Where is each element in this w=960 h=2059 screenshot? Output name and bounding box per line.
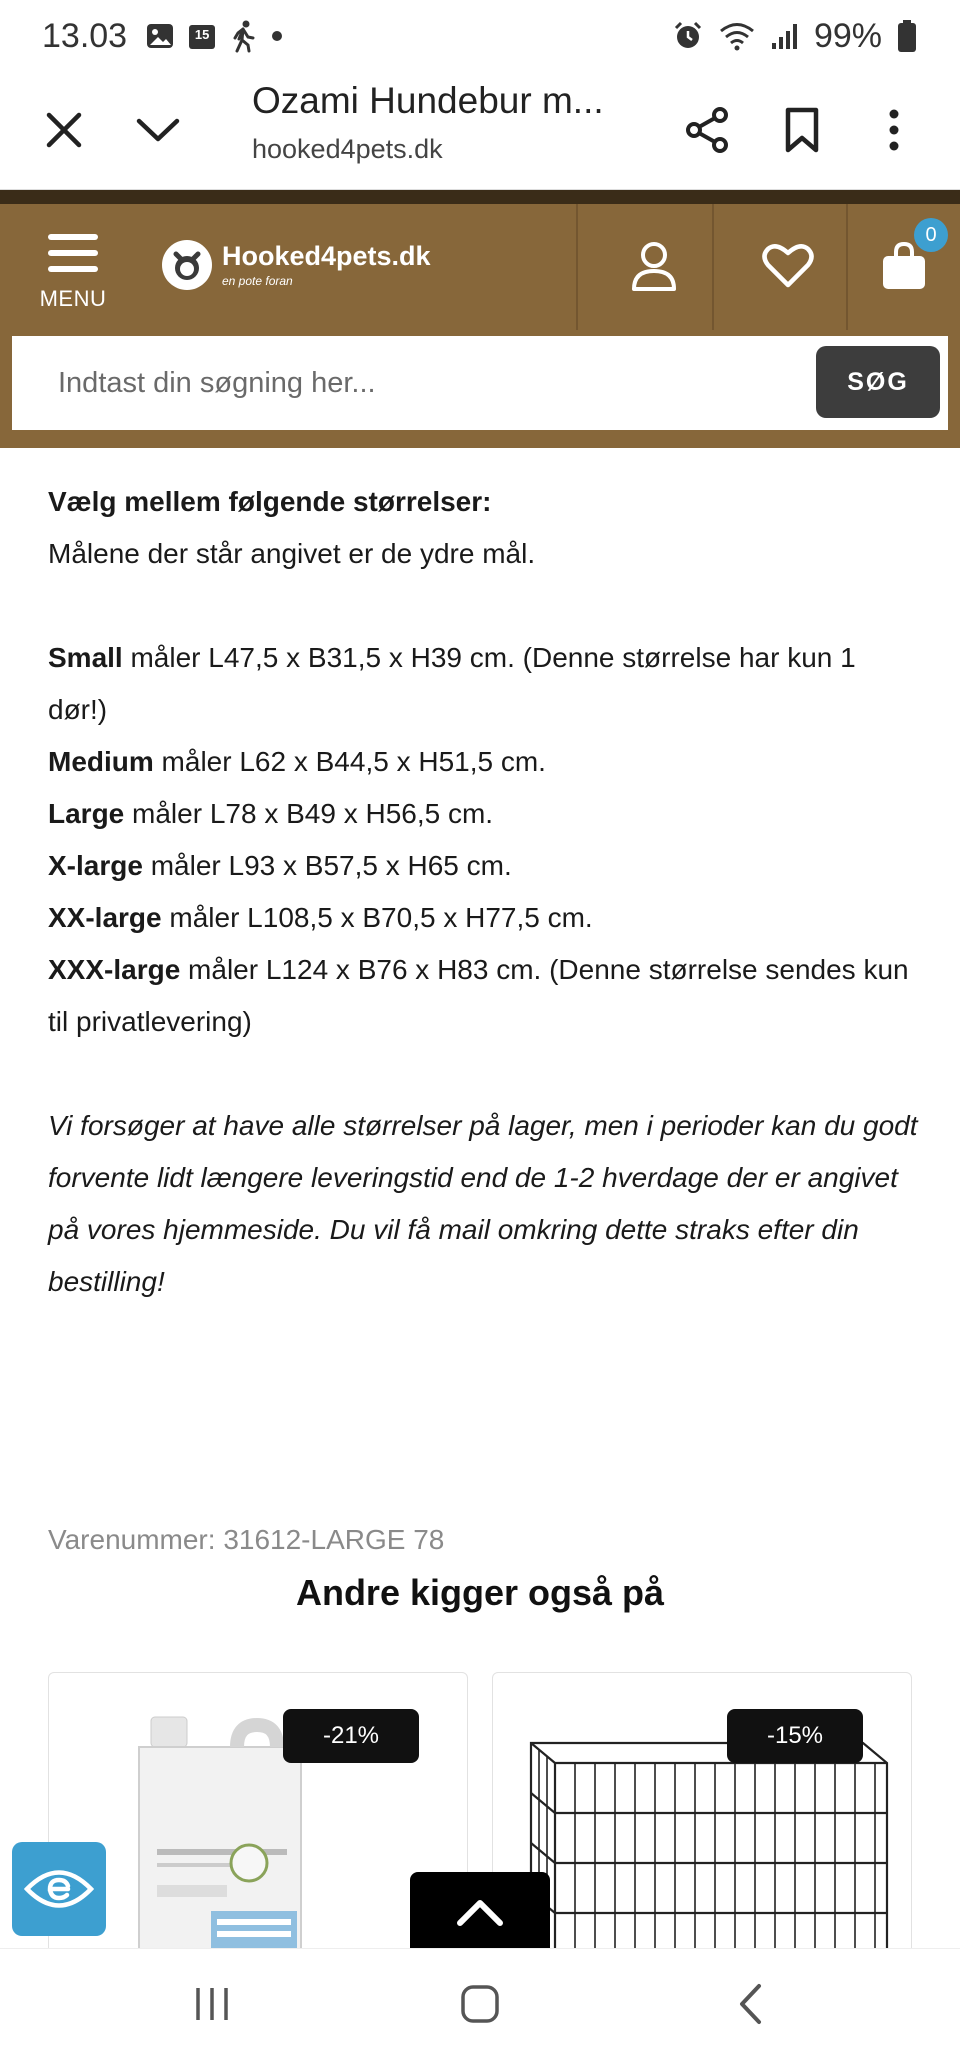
page-title: Ozami Hundebur m... bbox=[252, 80, 604, 121]
size-name: XXX-large bbox=[48, 954, 181, 985]
walk-icon bbox=[229, 19, 259, 53]
scroll-to-top-button[interactable] bbox=[410, 1872, 550, 1952]
size-text: måler L108,5 x B70,5 x H77,5 cm. bbox=[161, 902, 593, 933]
search-input[interactable] bbox=[12, 336, 812, 430]
size-text: måler L47,5 x B31,5 x H39 cm. (Denne størrelse har kun 1 dør!) bbox=[48, 642, 856, 725]
related-products-title: Andre kigger også på bbox=[295, 1572, 665, 1613]
wifi-icon bbox=[718, 21, 756, 51]
size-name: XX-large bbox=[48, 902, 162, 933]
size-text: måler L124 x B76 x H83 cm. (Denne størrelse sendes kun til privatlevering) bbox=[48, 954, 909, 1037]
recent-apps-icon[interactable] bbox=[182, 1979, 242, 2029]
size-line bbox=[48, 892, 918, 944]
logo-tagline: en pote foran bbox=[222, 273, 293, 288]
search-button[interactable]: SØG bbox=[816, 346, 940, 418]
share-icon[interactable] bbox=[678, 100, 738, 160]
cart-count-badge: 0 bbox=[914, 218, 948, 252]
wishlist-heart-icon[interactable] bbox=[756, 234, 820, 298]
menu-button[interactable] bbox=[30, 226, 116, 312]
accessibility-eye-button[interactable] bbox=[12, 1842, 106, 1936]
header-divider bbox=[576, 204, 578, 330]
alarm-icon bbox=[672, 20, 704, 52]
close-icon[interactable] bbox=[34, 100, 94, 160]
more-options-icon[interactable] bbox=[864, 100, 924, 160]
size-text: måler L62 x B44,5 x H51,5 cm. bbox=[153, 746, 546, 777]
bookmark-icon[interactable] bbox=[772, 100, 832, 160]
hamburger-icon bbox=[48, 234, 98, 272]
size-name: Large bbox=[48, 798, 125, 829]
menu-label: MENU bbox=[39, 286, 107, 311]
size-line bbox=[48, 788, 918, 840]
paw-logo-icon bbox=[162, 240, 212, 290]
calendar-day: 15 bbox=[194, 27, 210, 42]
size-name: Medium bbox=[48, 746, 154, 777]
size-line bbox=[48, 736, 918, 788]
browser-toolbar bbox=[0, 72, 960, 190]
calendar-icon bbox=[187, 21, 217, 51]
home-icon[interactable] bbox=[450, 1979, 510, 2029]
discount-badge: -21% bbox=[283, 1709, 419, 1763]
discount-badge: -15% bbox=[727, 1709, 863, 1763]
header-divider bbox=[846, 204, 848, 330]
eye-icon bbox=[24, 1864, 94, 1914]
status-time: 13.03 bbox=[42, 16, 128, 55]
size-name: Small bbox=[48, 642, 123, 673]
sizes-heading: Vælg mellem følgende størrelser: bbox=[48, 486, 492, 517]
system-nav-bar bbox=[0, 1948, 960, 2059]
signal-icon bbox=[770, 21, 800, 51]
product-description bbox=[48, 476, 918, 1308]
page-domain: hooked4pets.dk bbox=[252, 134, 443, 164]
size-name: X-large bbox=[48, 850, 143, 881]
sizes-intro: Målene der står angivet er de ydre mål. bbox=[48, 538, 536, 569]
header-top-border bbox=[0, 190, 960, 204]
gallery-icon bbox=[145, 21, 175, 51]
account-icon[interactable] bbox=[622, 234, 686, 298]
browser-title-block[interactable] bbox=[252, 80, 604, 165]
status-bar bbox=[0, 0, 960, 72]
size-text: måler L93 x B57,5 x H65 cm. bbox=[142, 850, 512, 881]
header-divider bbox=[712, 204, 714, 330]
chevron-up-icon bbox=[456, 1897, 504, 1927]
size-line bbox=[48, 632, 918, 736]
size-line bbox=[48, 840, 918, 892]
chevron-down-icon[interactable] bbox=[128, 100, 188, 160]
size-text: måler L78 x B49 x H56,5 cm. bbox=[124, 798, 494, 829]
battery-icon bbox=[896, 19, 918, 53]
site-logo[interactable] bbox=[162, 240, 431, 290]
search-bar bbox=[12, 336, 948, 430]
back-icon[interactable] bbox=[720, 1979, 780, 2029]
site-header bbox=[0, 204, 960, 448]
logo-name: Hooked4pets.dk bbox=[222, 240, 431, 271]
delivery-notice: Vi forsøger at have alle størrelser på lager, men i perioder kan du godt forvente lidt længere leveringstid end de 1-2 hverdage der er angivet på vores hjemmeside. Du vil få mail omkring dette straks efter din bestilling! bbox=[48, 1110, 918, 1297]
dot-icon bbox=[271, 30, 283, 42]
size-line bbox=[48, 944, 918, 1048]
sku-number: Varenummer: 31612-LARGE 78 bbox=[48, 1524, 445, 1555]
battery-percent: 99% bbox=[813, 16, 882, 55]
